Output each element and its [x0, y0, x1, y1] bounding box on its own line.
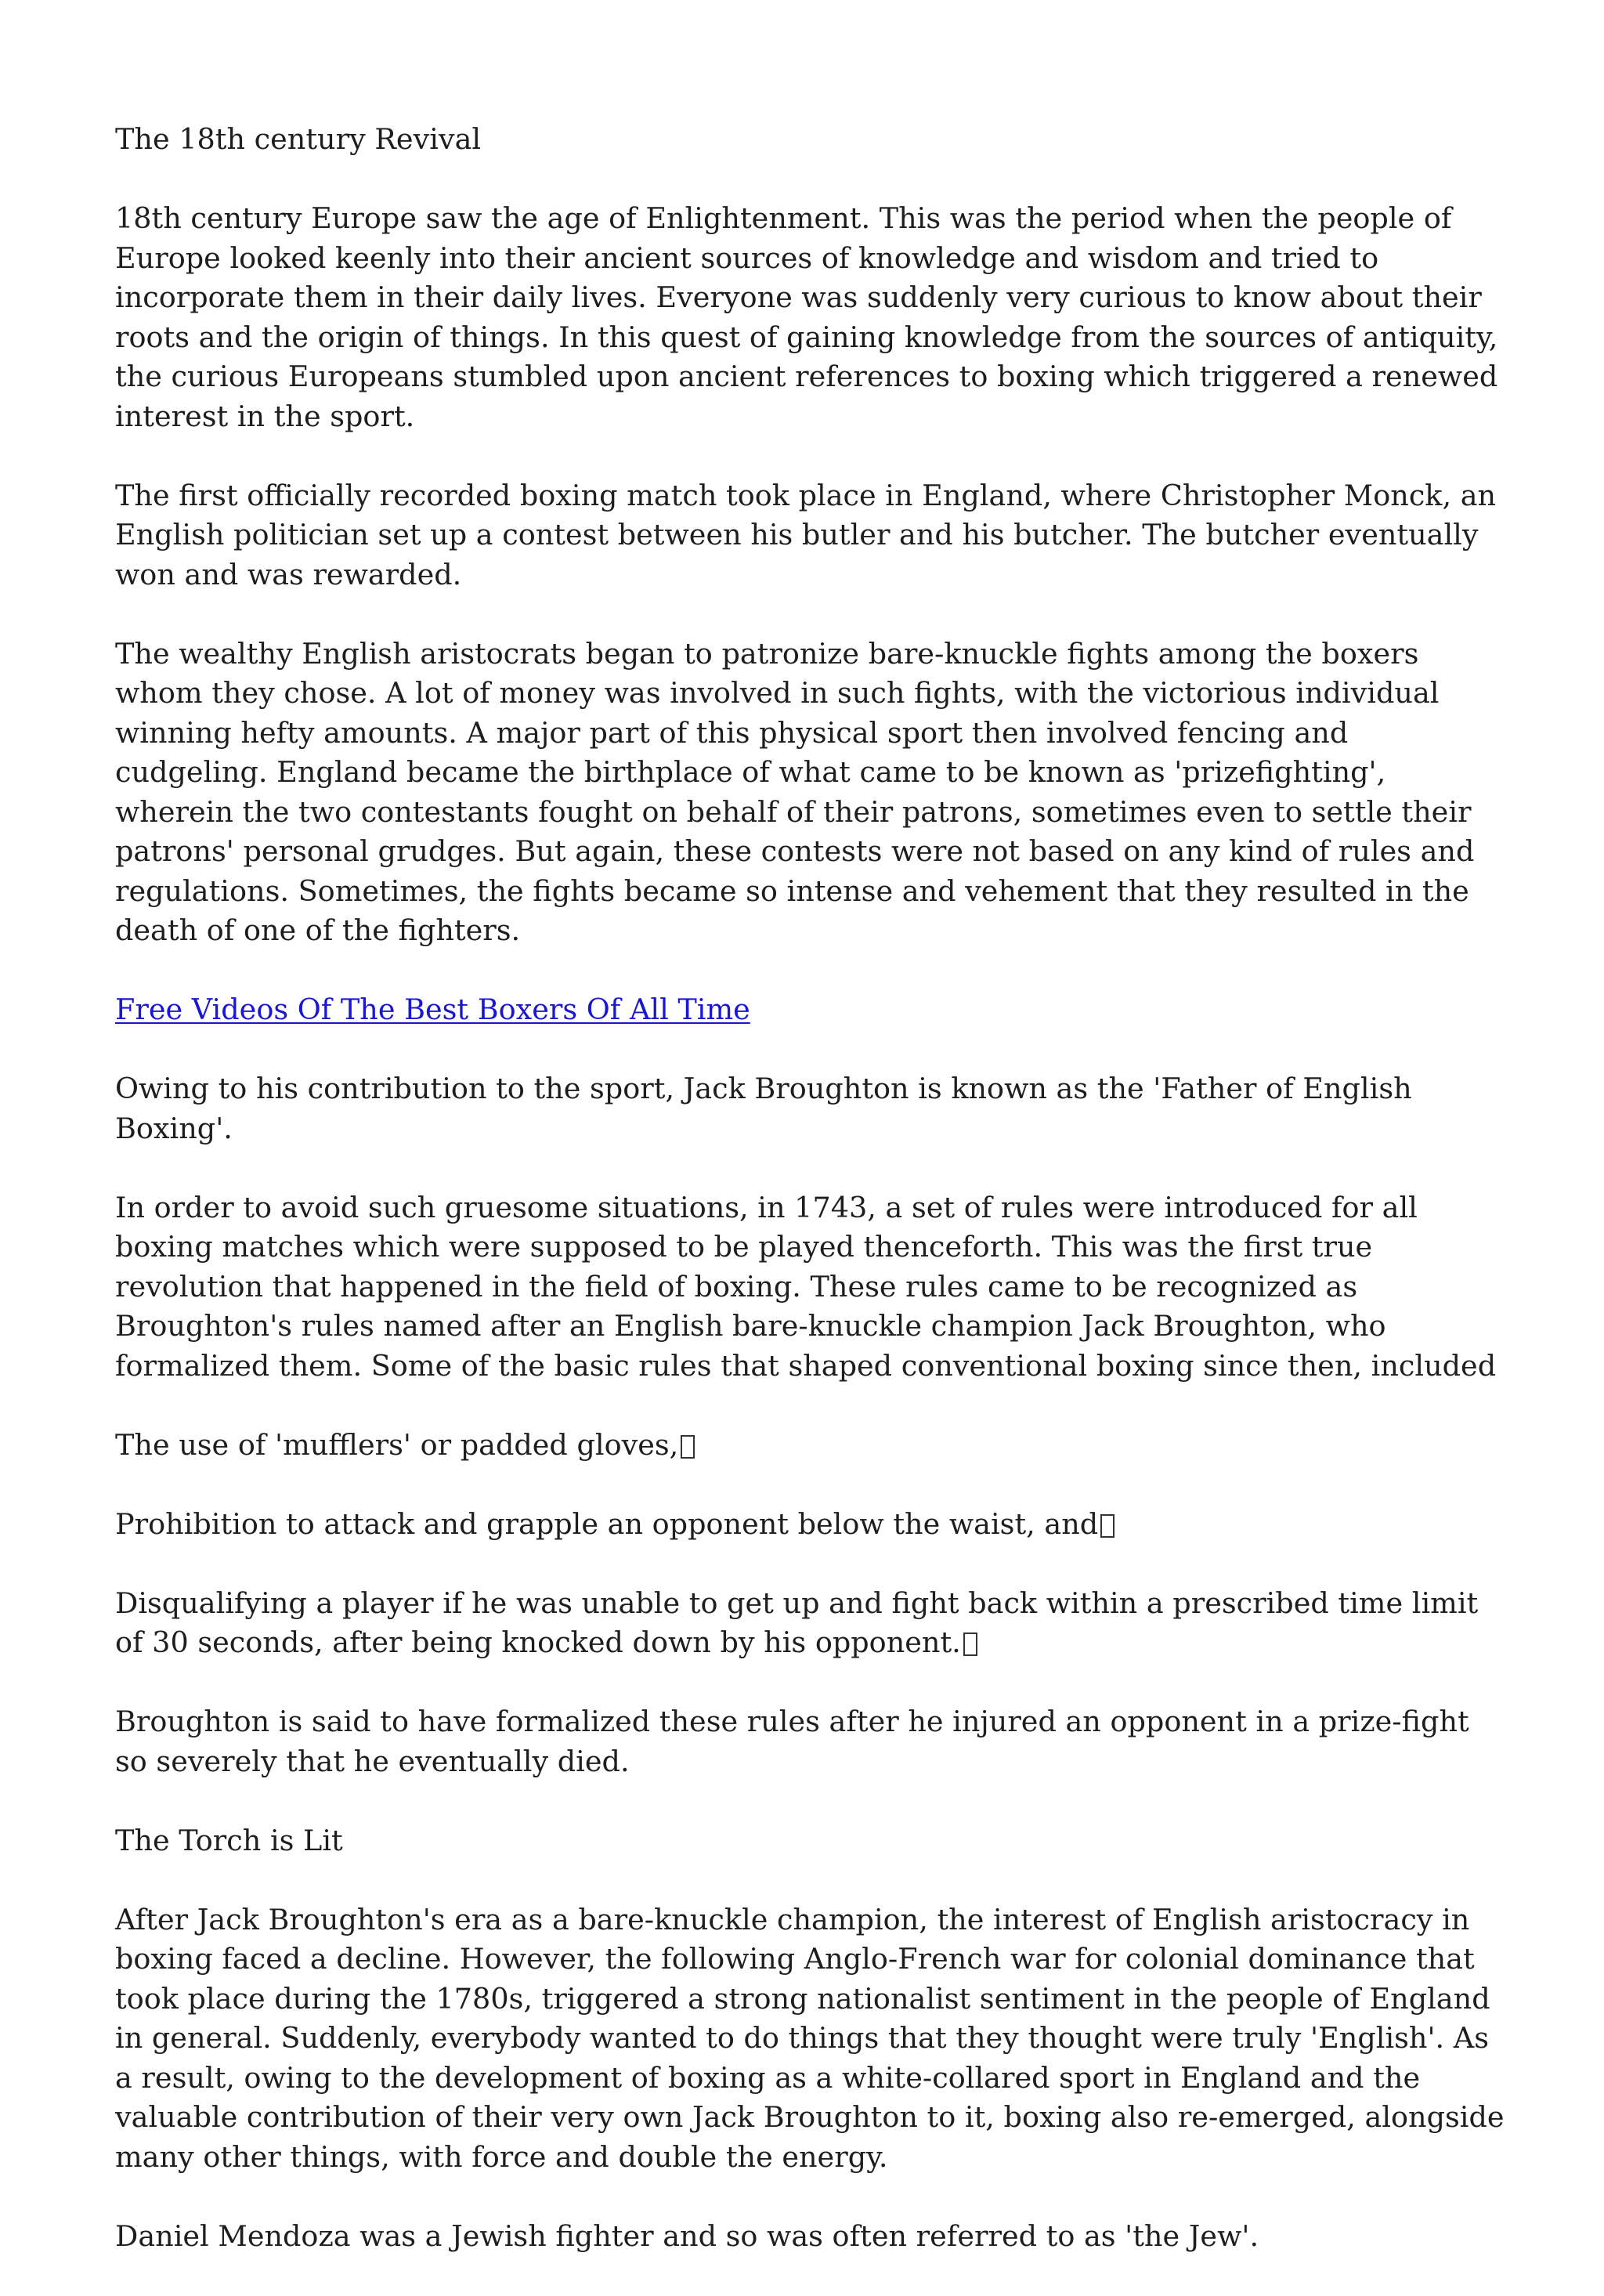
paragraph-rules-intro: In order to avoid such gruesome situations, in 1743, a set of rules were introduced for all boxing matches which were supposed to be played thenceforth. This was the first true revolution that happened in the field of boxing. These rules came to be recognized as Broughton's rules named after an English bare-knuckle champion Jack Broughton, who formalized them. Some of the basic rules that shaped conventional boxing since then, included: [115, 1190, 1497, 1383]
free-videos-link[interactable]: Free Videos Of The Best Boxers Of All Time: [115, 993, 750, 1026]
paragraph-broughton-death: Broughton is said to have formalized these rules after he injured an opponent in a prize-fight so severely that he eventually died.: [115, 1705, 1469, 1778]
rule-text-waist: Prohibition to attack and grapple an opponent below the waist, and: [115, 1506, 1099, 1541]
section-heading-torch: The Torch is Lit: [115, 1823, 343, 1857]
rule-item-knockdown: [115, 1584, 1509, 1663]
missing-glyph-icon: [963, 1633, 977, 1656]
link-paragraph: [115, 990, 1509, 1030]
paragraph-enlightenment: 18th century Europe saw the age of Enlightenment. This was the period when the people of Europe looked keenly into their ancient sources of knowledge and wisdom and tried to incorporate them in their daily lives. Everyone was suddenly very curious to know about their roots and the origin of things. In this quest of gaining knowledge from the sources of antiquity, the curious Europeans stumbled upon ancient references to boxing which triggered a renewed interest in the sport.: [115, 201, 1498, 433]
paragraph-mendoza: Daniel Mendoza was a Jewish fighter and so was often referred to as 'the Jew'.: [115, 2218, 1259, 2253]
rule-text-gloves: The use of 'mufflers' or padded gloves,: [115, 1427, 679, 1462]
document-body: [115, 120, 1509, 2296]
section-heading-revival: The 18th century Revival: [115, 122, 482, 156]
paragraph-aristocrats: The wealthy English aristocrats began to patronize bare-knuckle fights among the boxers whom they chose. A lot of money was involved in such fights, with the victorious individual winning hefty amounts. A major part of this physical sport then involved fencing and cudgeling. England became the birthplace of what came to be known as 'prizefighting', wherein the two contestants fought on behalf of their patrons, sometimes even to settle their patrons' personal grudges. But again, these contests were not based on any kind of rules and regulations. Sometimes, the fights became so intense and vehement that they resulted in the death of one of the fighters.: [115, 636, 1475, 947]
paragraph-decline: After Jack Broughton's era as a bare-knuckle champion, the interest of English aristocracy in boxing faced a decline. However, the following Anglo-French war for colonial dominance that took place during the 1780s, triggered a strong nationalist sentiment in the people of England in general. Suddenly, everybody wanted to do things that they thought were truly 'English'. As a result, owing to the development of boxing as a white-collared sport in England and the valuable contribution of their very own Jack Broughton to it, boxing also re-emerged, alongside many other things, with force and double the energy.: [115, 1902, 1505, 2174]
missing-glyph-icon: [1100, 1514, 1114, 1538]
missing-glyph-icon: [681, 1435, 695, 1459]
paragraph-first-match: The first officially recorded boxing match took place in England, where Christopher Monck, an English politician set up a contest between his butler and his butcher. The butcher eventually won and was rewarded.: [115, 478, 1497, 591]
rule-item-gloves: [115, 1426, 1509, 1466]
rule-text-knockdown: Disqualifying a player if he was unable to get up and fight back within a prescribed time limit of 30 seconds, after being knocked down by his opponent.: [115, 1586, 1479, 1659]
paragraph-father: Owing to his contribution to the sport, Jack Broughton is known as the 'Father of English Boxing'.: [115, 1072, 1412, 1145]
rule-item-waist: [115, 1505, 1509, 1545]
